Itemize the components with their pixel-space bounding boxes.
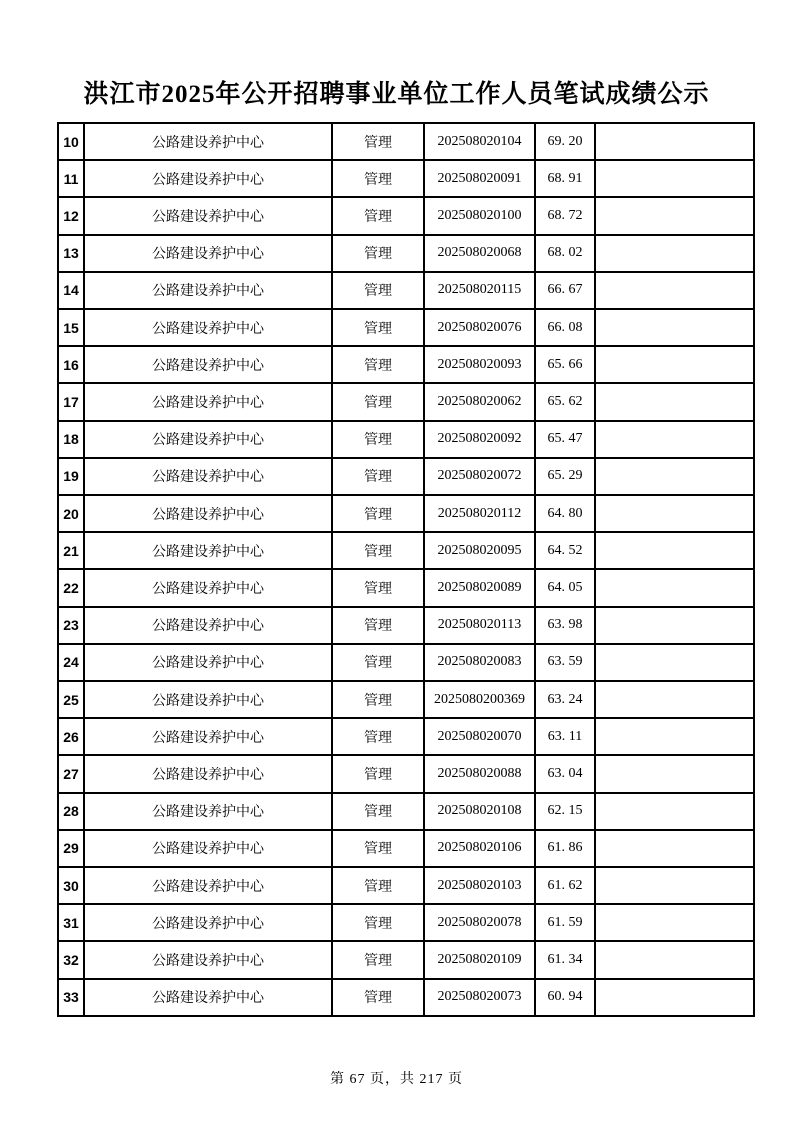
category-cell: 管理 xyxy=(332,904,424,941)
unit-cell: 公路建设养护中心 xyxy=(84,867,332,904)
score-cell: 61. 62 xyxy=(535,867,595,904)
exam-number-cell: 202508020109 xyxy=(424,941,535,978)
exam-number-cell: 202508020089 xyxy=(424,569,535,606)
row-number-cell: 17 xyxy=(58,383,84,420)
exam-number-cell: 202508020092 xyxy=(424,421,535,458)
exam-number-cell: 202508020106 xyxy=(424,830,535,867)
table-row xyxy=(58,941,754,978)
category-cell: 管理 xyxy=(332,867,424,904)
table-row xyxy=(58,793,754,830)
score-table xyxy=(57,122,755,1017)
score-cell: 65. 66 xyxy=(535,346,595,383)
score-cell: 66. 08 xyxy=(535,309,595,346)
unit-cell: 公路建设养护中心 xyxy=(84,123,332,160)
exam-number-cell: 202508020083 xyxy=(424,644,535,681)
remark-cell xyxy=(595,235,754,272)
row-number-cell: 13 xyxy=(58,235,84,272)
table-row xyxy=(58,904,754,941)
unit-cell: 公路建设养护中心 xyxy=(84,793,332,830)
category-cell: 管理 xyxy=(332,718,424,755)
exam-number-cell: 202508020100 xyxy=(424,197,535,234)
category-cell: 管理 xyxy=(332,979,424,1016)
category-cell: 管理 xyxy=(332,272,424,309)
document-title: 洪江市2025年公开招聘事业单位工作人员笔试成绩公示 xyxy=(83,81,710,108)
row-number-cell: 12 xyxy=(58,197,84,234)
remark-cell xyxy=(595,495,754,532)
row-number-cell: 24 xyxy=(58,644,84,681)
unit-cell: 公路建设养护中心 xyxy=(84,197,332,234)
unit-cell: 公路建设养护中心 xyxy=(84,235,332,272)
table-row xyxy=(58,755,754,792)
score-cell: 66. 67 xyxy=(535,272,595,309)
score-cell: 63. 98 xyxy=(535,607,595,644)
category-cell: 管理 xyxy=(332,123,424,160)
table-row xyxy=(58,569,754,606)
score-cell: 63. 04 xyxy=(535,755,595,792)
exam-number-cell: 202508020070 xyxy=(424,718,535,755)
unit-cell: 公路建设养护中心 xyxy=(84,383,332,420)
exam-number-cell: 202508020104 xyxy=(424,123,535,160)
remark-cell xyxy=(595,383,754,420)
page-footer: 第 67 页，共 217 页 xyxy=(330,1072,463,1087)
remark-cell xyxy=(595,644,754,681)
table-row xyxy=(58,681,754,718)
exam-number-cell: 202508020062 xyxy=(424,383,535,420)
unit-cell: 公路建设养护中心 xyxy=(84,681,332,718)
category-cell: 管理 xyxy=(332,941,424,978)
unit-cell: 公路建设养护中心 xyxy=(84,941,332,978)
remark-cell xyxy=(595,421,754,458)
remark-cell xyxy=(595,867,754,904)
unit-cell: 公路建设养护中心 xyxy=(84,979,332,1016)
exam-number-cell: 202508020068 xyxy=(424,235,535,272)
remark-cell xyxy=(595,309,754,346)
unit-cell: 公路建设养护中心 xyxy=(84,421,332,458)
table-row xyxy=(58,495,754,532)
remark-cell xyxy=(595,681,754,718)
remark-cell xyxy=(595,979,754,1016)
exam-number-cell: 202508020115 xyxy=(424,272,535,309)
score-cell: 62. 15 xyxy=(535,793,595,830)
category-cell: 管理 xyxy=(332,383,424,420)
category-cell: 管理 xyxy=(332,532,424,569)
category-cell: 管理 xyxy=(332,569,424,606)
unit-cell: 公路建设养护中心 xyxy=(84,644,332,681)
row-number-cell: 22 xyxy=(58,569,84,606)
table-row xyxy=(58,383,754,420)
category-cell: 管理 xyxy=(332,309,424,346)
table-row xyxy=(58,197,754,234)
row-number-cell: 26 xyxy=(58,718,84,755)
exam-number-cell: 202508020088 xyxy=(424,755,535,792)
score-cell: 65. 29 xyxy=(535,458,595,495)
unit-cell: 公路建设养护中心 xyxy=(84,904,332,941)
table-row xyxy=(58,979,754,1016)
category-cell: 管理 xyxy=(332,681,424,718)
category-cell: 管理 xyxy=(332,346,424,383)
table-row xyxy=(58,867,754,904)
unit-cell: 公路建设养护中心 xyxy=(84,160,332,197)
table-row xyxy=(58,272,754,309)
score-cell: 61. 59 xyxy=(535,904,595,941)
exam-number-cell: 202508020073 xyxy=(424,979,535,1016)
table-row xyxy=(58,235,754,272)
score-cell: 64. 05 xyxy=(535,569,595,606)
score-cell: 68. 91 xyxy=(535,160,595,197)
table-row xyxy=(58,346,754,383)
exam-number-cell: 202508020113 xyxy=(424,607,535,644)
category-cell: 管理 xyxy=(332,755,424,792)
category-cell: 管理 xyxy=(332,607,424,644)
remark-cell xyxy=(595,346,754,383)
unit-cell: 公路建设养护中心 xyxy=(84,830,332,867)
remark-cell xyxy=(595,569,754,606)
remark-cell xyxy=(595,830,754,867)
exam-number-cell: 202508020076 xyxy=(424,309,535,346)
unit-cell: 公路建设养护中心 xyxy=(84,755,332,792)
unit-cell: 公路建设养护中心 xyxy=(84,346,332,383)
row-number-cell: 16 xyxy=(58,346,84,383)
remark-cell xyxy=(595,532,754,569)
exam-number-cell: 202508020072 xyxy=(424,458,535,495)
row-number-cell: 10 xyxy=(58,123,84,160)
unit-cell: 公路建设养护中心 xyxy=(84,569,332,606)
unit-cell: 公路建设养护中心 xyxy=(84,532,332,569)
table-row xyxy=(58,458,754,495)
row-number-cell: 32 xyxy=(58,941,84,978)
unit-cell: 公路建设养护中心 xyxy=(84,309,332,346)
remark-cell xyxy=(595,755,754,792)
category-cell: 管理 xyxy=(332,421,424,458)
score-cell: 61. 86 xyxy=(535,830,595,867)
table-row xyxy=(58,309,754,346)
table-row xyxy=(58,123,754,160)
score-cell: 60. 94 xyxy=(535,979,595,1016)
score-cell: 65. 47 xyxy=(535,421,595,458)
exam-number-cell: 202508020112 xyxy=(424,495,535,532)
remark-cell xyxy=(595,123,754,160)
category-cell: 管理 xyxy=(332,793,424,830)
unit-cell: 公路建设养护中心 xyxy=(84,718,332,755)
unit-cell: 公路建设养护中心 xyxy=(84,272,332,309)
score-cell: 63. 59 xyxy=(535,644,595,681)
row-number-cell: 11 xyxy=(58,160,84,197)
score-cell: 63. 24 xyxy=(535,681,595,718)
remark-cell xyxy=(595,272,754,309)
remark-cell xyxy=(595,607,754,644)
row-number-cell: 15 xyxy=(58,309,84,346)
exam-number-cell: 202508020103 xyxy=(424,867,535,904)
category-cell: 管理 xyxy=(332,495,424,532)
remark-cell xyxy=(595,160,754,197)
score-cell: 63. 11 xyxy=(535,718,595,755)
row-number-cell: 21 xyxy=(58,532,84,569)
row-number-cell: 19 xyxy=(58,458,84,495)
exam-number-cell: 202508020093 xyxy=(424,346,535,383)
remark-cell xyxy=(595,941,754,978)
score-cell: 69. 20 xyxy=(535,123,595,160)
table-row xyxy=(58,830,754,867)
exam-number-cell: 202508020078 xyxy=(424,904,535,941)
score-cell: 61. 34 xyxy=(535,941,595,978)
category-cell: 管理 xyxy=(332,458,424,495)
row-number-cell: 18 xyxy=(58,421,84,458)
remark-cell xyxy=(595,793,754,830)
row-number-cell: 31 xyxy=(58,904,84,941)
unit-cell: 公路建设养护中心 xyxy=(84,607,332,644)
score-cell: 68. 72 xyxy=(535,197,595,234)
remark-cell xyxy=(595,197,754,234)
row-number-cell: 27 xyxy=(58,755,84,792)
score-cell: 68. 02 xyxy=(535,235,595,272)
row-number-cell: 25 xyxy=(58,681,84,718)
category-cell: 管理 xyxy=(332,830,424,867)
table-row xyxy=(58,160,754,197)
exam-number-cell: 202508020091 xyxy=(424,160,535,197)
row-number-cell: 14 xyxy=(58,272,84,309)
table-row xyxy=(58,644,754,681)
unit-cell: 公路建设养护中心 xyxy=(84,458,332,495)
unit-cell: 公路建设养护中心 xyxy=(84,495,332,532)
row-number-cell: 29 xyxy=(58,830,84,867)
table-row xyxy=(58,532,754,569)
table-row xyxy=(58,607,754,644)
category-cell: 管理 xyxy=(332,235,424,272)
exam-number-cell: 202508020108 xyxy=(424,793,535,830)
score-cell: 65. 62 xyxy=(535,383,595,420)
category-cell: 管理 xyxy=(332,644,424,681)
remark-cell xyxy=(595,458,754,495)
remark-cell xyxy=(595,904,754,941)
table-row xyxy=(58,421,754,458)
exam-number-cell: 202508020095 xyxy=(424,532,535,569)
category-cell: 管理 xyxy=(332,160,424,197)
row-number-cell: 20 xyxy=(58,495,84,532)
row-number-cell: 30 xyxy=(58,867,84,904)
score-table-body xyxy=(58,123,754,1016)
score-cell: 64. 52 xyxy=(535,532,595,569)
exam-number-cell: 2025080200369 xyxy=(424,681,535,718)
category-cell: 管理 xyxy=(332,197,424,234)
row-number-cell: 23 xyxy=(58,607,84,644)
row-number-cell: 33 xyxy=(58,979,84,1016)
remark-cell xyxy=(595,718,754,755)
table-row xyxy=(58,718,754,755)
row-number-cell: 28 xyxy=(58,793,84,830)
score-cell: 64. 80 xyxy=(535,495,595,532)
